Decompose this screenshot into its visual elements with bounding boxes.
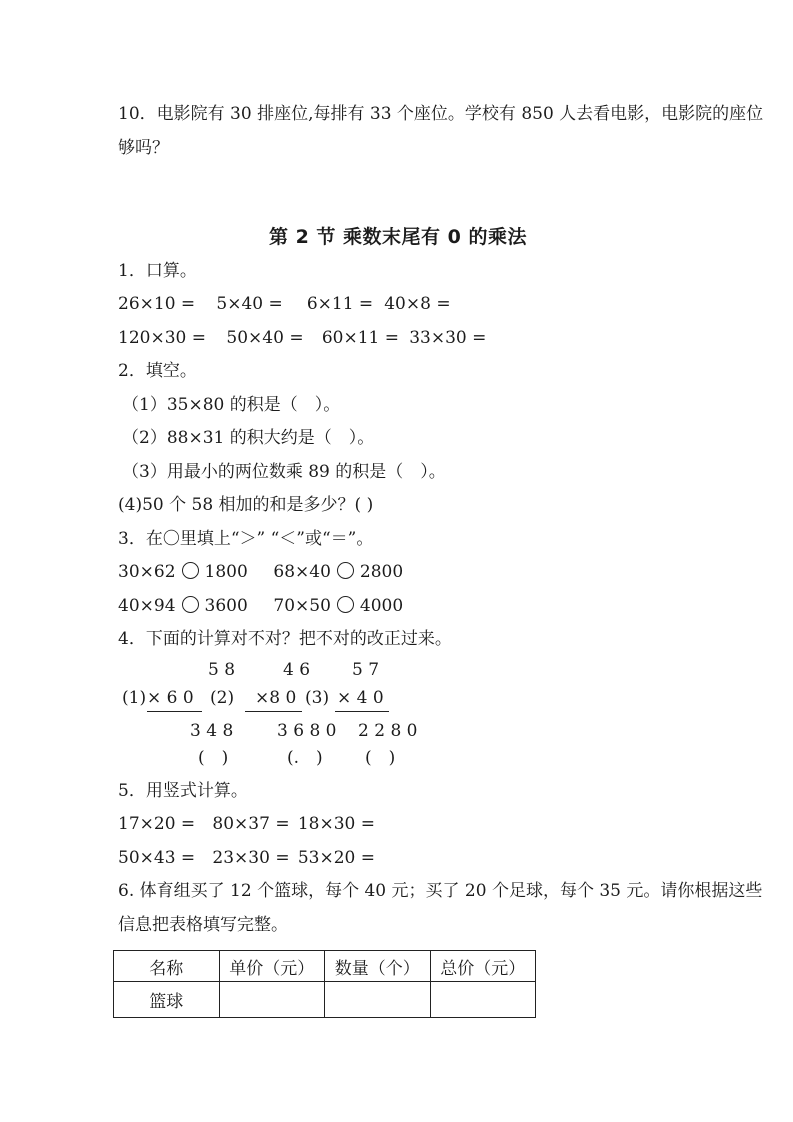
q4-vertical-mult-work (118, 657, 678, 775)
q2-fill-blank-item3: （3）用最小的两位数乘 89 的积是（ ）。 (122, 461, 446, 482)
expression: 6×11 = (306, 294, 374, 314)
problem-10-text-line1: 10．电影院有 30 排座位,每排有 33 个座位。学校有 850 人去看电影，电影院的座位 (118, 104, 764, 124)
q2-heading: 2．填空。 (118, 361, 197, 381)
multiplier: ×8 0 (245, 688, 302, 712)
q3-compare-row2 (118, 590, 678, 624)
expression: 53×20 = (297, 847, 375, 868)
table-header-cell: 名称 (114, 951, 220, 982)
problem-label: (1) (122, 687, 147, 708)
q5-heading: 5．用竖式计算。 (118, 780, 248, 801)
page-content (118, 98, 764, 1018)
problem-label: (3) (305, 687, 330, 708)
product: 3 6 8 0 (277, 720, 337, 741)
comparison (273, 556, 403, 590)
table-cell (219, 982, 325, 1018)
q1-oral-calc-row2 (118, 322, 678, 356)
q4-heading: 4．下面的计算对不对？把不对的改正过来。 (118, 629, 452, 649)
compare-circle-icon (182, 562, 199, 579)
expression: 30×62 (118, 562, 176, 582)
table-header-cell: 总价（元） (430, 951, 536, 982)
q6-text-line2: 信息把表格填写完整。 (118, 914, 288, 935)
q3-compare-row1 (118, 556, 678, 590)
q1-heading: 1．口算。 (118, 260, 197, 281)
product: 2 2 8 0 (358, 720, 418, 741)
value: 4000 (359, 595, 404, 616)
expression: 68×40 (273, 562, 331, 582)
multiplicand: 4 6 (283, 659, 311, 680)
expression: 50×43 = (118, 847, 196, 868)
table-header-row (114, 951, 536, 982)
expression: 40×94 (118, 595, 176, 616)
q2-fill-blank-item1: （1）35×80 的积是（ ）。 (122, 394, 341, 415)
product: 3 4 8 (190, 720, 234, 741)
table-cell (325, 982, 431, 1018)
compare-circle-icon (182, 596, 199, 613)
multiplier: × 6 0 (147, 688, 202, 712)
expression: 40×8 = (384, 294, 451, 314)
problem-label: (2) (210, 687, 235, 708)
expression: 33×30 = (409, 327, 487, 348)
comparison (118, 590, 268, 624)
value: 2800 (359, 562, 404, 582)
q5-calc-row2 (118, 842, 678, 876)
compare-circle-icon (337, 562, 354, 579)
expression: 60×11 = (321, 327, 399, 348)
table-cell: 篮球 (114, 982, 220, 1018)
q3-heading: 3．在〇里填上“＞” “＜”或“＝”。 (118, 528, 374, 549)
section-title: 第 2 节 乘数末尾有 0 的乘法 (268, 226, 527, 248)
comparison (273, 590, 403, 624)
q1-oral-calc-row1 (118, 288, 678, 322)
check-blank: ( ) (365, 747, 396, 768)
expression: 80×37 = (212, 814, 290, 834)
table-header-cell: 单价（元） (219, 951, 325, 982)
q6-price-table (113, 950, 536, 1018)
table-cell (430, 982, 536, 1018)
table-row (114, 982, 536, 1018)
comparison (118, 556, 268, 590)
check-blank: ( ) (198, 747, 229, 768)
compare-circle-icon (337, 596, 354, 613)
check-blank: (. ) (287, 747, 323, 768)
expression: 17×20 = (118, 814, 196, 834)
problem-10-text-line2: 够吗？ (118, 137, 169, 158)
value: 3600 (204, 595, 248, 616)
q5-calc-row1 (118, 808, 678, 842)
q2-fill-blank-item2: （2）88×31 的积大约是（ ）。 (122, 428, 375, 448)
expression: 70×50 (273, 595, 331, 616)
expression: 18×30 = (297, 814, 375, 834)
value: 1800 (204, 562, 248, 582)
expression: 23×30 = (212, 847, 290, 868)
table-header-cell: 数量（个） (325, 951, 431, 982)
expression: 120×30 = (118, 327, 206, 348)
multiplier: × 4 0 (335, 688, 389, 712)
multiplicand: 5 7 (352, 659, 380, 680)
expression: 50×40 = (226, 327, 304, 348)
expression: 5×40 = (216, 294, 283, 314)
expression: 26×10 = (118, 294, 196, 314)
q2-fill-blank-item4: (4)50 个 58 相加的和是多少？( ) (118, 495, 374, 515)
q6-text-line1: 6. 体育组买了 12 个篮球，每个 40 元；买了 20 个足球，每个 35 元。请你根据这些 (118, 881, 763, 901)
multiplicand: 5 8 (208, 659, 236, 680)
